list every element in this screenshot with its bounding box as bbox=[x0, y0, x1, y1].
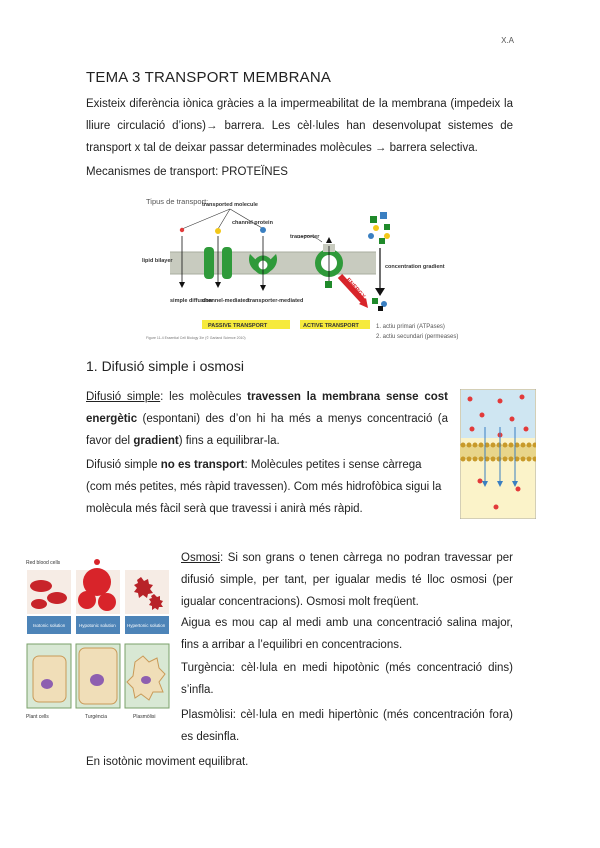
yellow-molecule bbox=[215, 228, 221, 234]
difusio-term: Difusió simple bbox=[86, 391, 161, 403]
header-initials: X.A bbox=[501, 36, 514, 45]
difusio-paragraph: Difusió simple: les molècules travessen la membrana sense cost energètic (espontani) des d’on hi ha més a menys concentració (a favor del gradient) fins a equilibrar-la. bbox=[86, 391, 448, 447]
passive-transport-label: PASSIVE TRANSPORT bbox=[208, 323, 268, 329]
red-blood-cells-label: Red blood cells bbox=[26, 560, 61, 566]
active-primary-note: 1. actiu primari (ATPases) bbox=[376, 324, 445, 330]
red-molecule bbox=[180, 228, 184, 232]
section-heading: 1. Difusió simple i osmosi bbox=[86, 358, 244, 374]
hypertonic-label: Hypertonic solution bbox=[127, 623, 166, 628]
hypotonic-label: Hypotonic solution bbox=[79, 623, 116, 628]
channel-protein bbox=[204, 247, 214, 279]
energy-label: ENERGY bbox=[344, 277, 366, 301]
no-transport-paragraph: Difusió simple no es transport: Molècules petites i sense càrrega (com més petites, més ràpid travessen). Com més hidrofòbica sigui la molècula més fàcil serà que travessi i anirà més ràpid. bbox=[86, 459, 442, 515]
turgencia-label: Turgència bbox=[85, 714, 108, 720]
page-title: TEMA 3 TRANSPORT MEMBRANA bbox=[86, 69, 332, 86]
blue-molecule bbox=[260, 227, 266, 233]
channel-protein-label: channel protein bbox=[232, 220, 273, 226]
isotonic-line: En isotònic moviment equilibrat. bbox=[86, 756, 249, 768]
figure-caption: Figure 11-4 Essential Cell Biology 3/e (© Garland Science 2010) bbox=[146, 336, 246, 340]
diffusion-panel-figure bbox=[460, 389, 536, 519]
plasmolisi-paragraph: Plasmòlisi: cèl·lula en medi hipertònic (més concentración fora) es desinfla. bbox=[181, 709, 513, 743]
simple-diffusion-label: simple diffusion bbox=[170, 298, 213, 304]
osmosi-term: Osmosi bbox=[181, 552, 220, 564]
osmosi-paragraph: Osmosi: Si son grans o tenen càrrega no podran travessar per difusió simple, per tant, per igualar medis té lloc osmosi (per igualar concentracions). Osmosi molt freqüent. bbox=[181, 552, 513, 608]
flaccid-plant-cell bbox=[33, 656, 66, 702]
isotonic-label: Isotonic solution bbox=[33, 623, 66, 628]
transporter-mediated-label: transporter-mediated bbox=[248, 298, 304, 304]
active-transport-label: ACTIVE TRANSPORT bbox=[303, 323, 359, 329]
plant-cells-label: Plant cells bbox=[26, 714, 49, 720]
active-secondary-note: 2. actiu secundari (permeases) bbox=[376, 334, 459, 340]
lipid-bilayer-label: lipid bilayer bbox=[142, 258, 173, 264]
mechanisms-line: Mecanismes de transport: PROTEÏNES bbox=[86, 166, 288, 178]
transported-molecule-label: transported molecule bbox=[202, 202, 258, 208]
transport-types-figure bbox=[140, 192, 470, 342]
intro-paragraph: Existeix diferència iònica gràcies a la impermeabilitat de la membrana (impedeix la lliure circulació d’ions)→ barrera. Les cèl·lules han desenvolupat sistemes de transport x tal de deixar passar determinades molècules → barrera selectiva. bbox=[86, 98, 513, 154]
channel-mediated-label: channel-mediated bbox=[202, 298, 249, 304]
aigua-paragraph: Aigua es mou cap al medi amb una concentració salina major, fins a arribar a l’equilibri en concentracions. bbox=[181, 617, 513, 651]
osmosis-figure bbox=[25, 556, 173, 720]
transporter-label: transporter bbox=[290, 234, 320, 240]
turgencia-paragraph: Turgència: cèl·lula en medi hipotònic (més concentració dins) s’infla. bbox=[181, 662, 513, 696]
plasmolisi-label: Plasmòlisi bbox=[133, 714, 156, 720]
concentration-gradient-label: concentration gradient bbox=[385, 264, 445, 270]
membrane-bilayer bbox=[460, 443, 536, 462]
figure-heading: Tipus de transport: bbox=[146, 197, 209, 206]
